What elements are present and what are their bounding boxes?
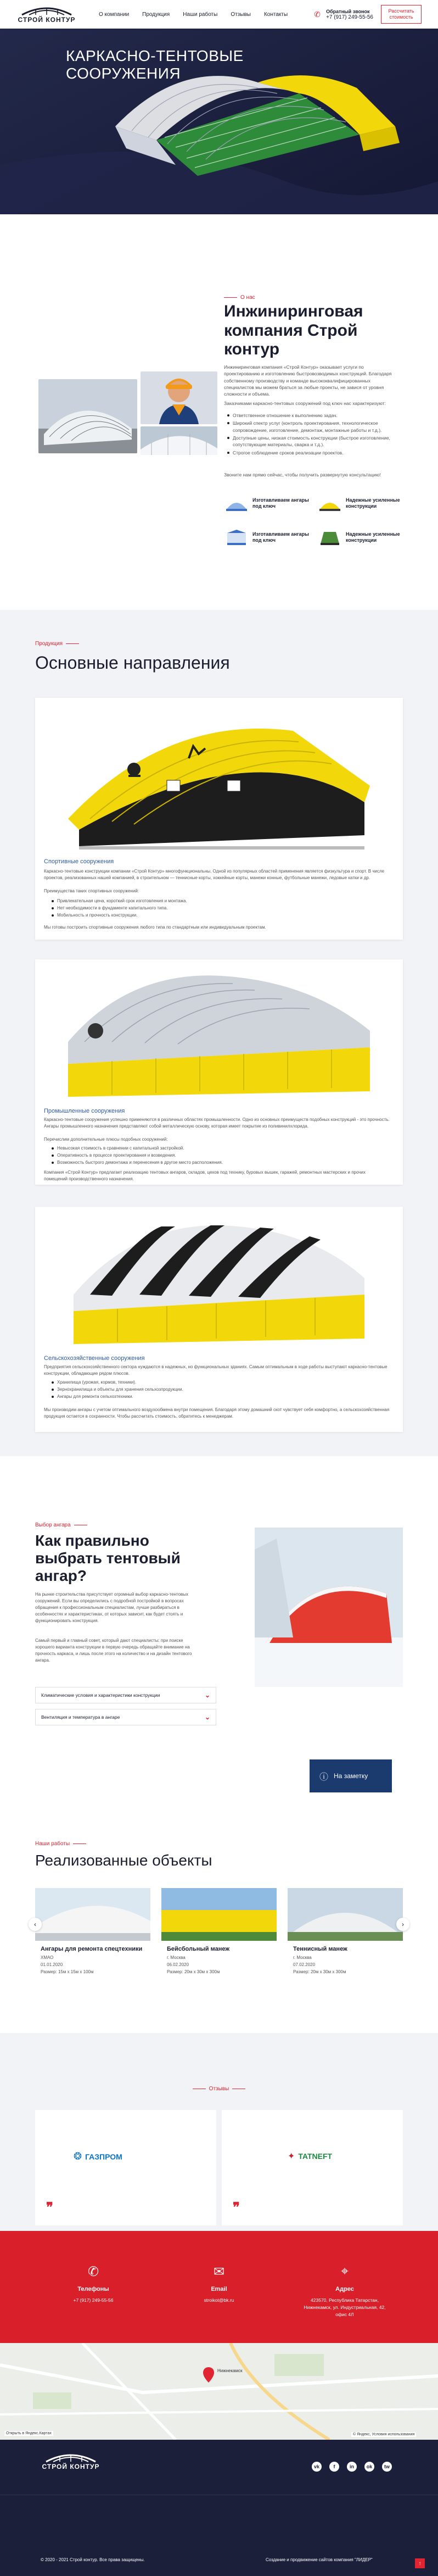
logo-text: СТРОЙ КОНТУР — [42, 2463, 100, 2470]
contacts-section — [0, 2231, 438, 2343]
project-date: 06.02.2020 — [167, 1962, 189, 1967]
list-item: Невысокая стоимость в сравнении с капитальной застройкой. — [52, 1145, 386, 1152]
nav-works[interactable]: Наши работы — [183, 11, 218, 18]
about-list — [227, 412, 392, 457]
contact-value[interactable]: +7 (917) 249-55-56 — [73, 2297, 114, 2303]
hero-title-line2: СООРУЖЕНИЯ — [66, 65, 181, 82]
choose-paragraph-1: На рынке строительства присутствует огромный выбор каркасно-тентовых сооружений. Если вы определились с подробной постройкой в вопросах обращения к профессиональным специалистам, лучше разбираться в особенностях и характеристиках, от которых зависит, как будет стоять и функционировать конструкция. — [35, 1592, 189, 1623]
nav-contacts[interactable]: Контакты — [263, 11, 288, 18]
main-nav — [99, 12, 288, 18]
choose-paragraph-2: Самый первый и главный совет, который дают специалисты: при поиске хорошего варианта конструкции в первую очередь обращайте внимание на прочность каркаса, и лишь после этого на количество и на дизайн тентового ангара. — [35, 1638, 192, 1663]
facebook-icon[interactable]: f — [329, 2462, 339, 2472]
feature-turnkey — [225, 495, 313, 512]
sport-hangar-image — [57, 709, 381, 852]
warehouse-image — [141, 426, 217, 455]
accordion-ventilation[interactable] — [35, 1709, 216, 1725]
map-canvas[interactable] — [0, 2343, 438, 2440]
map-section[interactable] — [0, 2343, 438, 2440]
about-label — [224, 295, 255, 301]
card-paragraph: Мы готовы построить спортивные сооружения любого типа по стандартным или индивидуальным проектам. — [44, 925, 266, 930]
directions-label-text: Продукция — [35, 641, 63, 647]
list-item: Широкий спектр услуг (контроль проектирования, технологическое сопровождение, изготовление, демонтаж, монтажные работы и т.д.). — [227, 420, 392, 434]
industrial-hangar-image — [57, 970, 381, 1102]
hero-illustration — [0, 0, 438, 214]
about-paragraph-2: Заказчиками каркасно-тентовых сооружений под ключ нас характеризуют: — [224, 401, 386, 406]
directions-section — [0, 610, 438, 1456]
info-icon: ⓘ — [319, 1772, 329, 1782]
contact-title: Телефоны — [77, 2286, 109, 2292]
about-photo-engineer — [141, 371, 217, 424]
nav-products[interactable]: Продукция — [142, 11, 170, 18]
direction-card-agri — [35, 1207, 403, 1432]
accordion-label: Климатические условия и характеристики конструкции — [41, 1692, 160, 1698]
accordion-label: Вентиляция и температура в ангаре — [41, 1714, 120, 1720]
footer-copyright: © 2020 - 2021 Строй контур. Все права защищены. — [41, 2557, 145, 2562]
header-phone[interactable]: +7 (917) 249-55-56 — [326, 14, 373, 20]
contact-title: Адрес — [335, 2286, 354, 2292]
open-yandex-maps-link[interactable]: Открыть в Яндекс.Картах — [4, 2431, 53, 2436]
list-item: Хранилища (урожая, кормов, техники). — [52, 1379, 386, 1386]
project-size: Размер: 20м х 30м х 300м — [293, 1969, 346, 1974]
project-size: Размер: 20м х 30м х 300м — [167, 1969, 220, 1974]
list-item: Строгое соблюдение сроков реализации проектов. — [227, 449, 392, 456]
quote-icon: ❞ — [46, 2200, 53, 2215]
hero-title — [66, 47, 244, 82]
project-city: ХМАО — [41, 1955, 54, 1960]
project-date: 01.01.2020 — [41, 1962, 63, 1967]
feature-reinforced — [318, 495, 406, 512]
accordion-climate[interactable] — [35, 1687, 216, 1703]
map-copyright[interactable]: © Яндекс, Условия использования — [351, 2432, 416, 2437]
nav-reviews[interactable]: Отзывы — [231, 11, 251, 18]
chevron-left-icon: ‹ — [34, 1920, 36, 1928]
feature-reinforced-2 — [318, 529, 406, 546]
card-paragraph: Компания «Строй Контур» предлагает реализацию тентовых ангаров, складов, цехов под технику, буровых вышек, гаражей, ремонтных мастерских и прочих помещений производственного назначения. — [44, 1170, 366, 1181]
callback-block[interactable] — [314, 9, 373, 20]
hangar-blue-icon — [225, 495, 248, 512]
feature-label: Надежные усиленные конструкции — [346, 497, 400, 509]
contact-phone — [27, 2264, 159, 2304]
contact-value: 423570, Республика Татарстан, Нижнекамск, ул. Индустриальная, 42, офис 4Л — [304, 2297, 386, 2317]
project-image — [161, 1888, 277, 1941]
directions-title: Основные направления — [35, 653, 230, 673]
footer-logo[interactable] — [41, 2452, 101, 2470]
review-logo-tatneft — [288, 2151, 332, 2162]
reviews-section — [0, 2033, 438, 2231]
logo-arc-icon — [19, 5, 74, 16]
chevron-right-icon: › — [402, 1920, 404, 1928]
list-item: Ангары для ремонта сельхозтехники. — [52, 1394, 386, 1401]
about-photo-hangar-frame — [38, 379, 137, 453]
arrow-up-icon: ↑ — [418, 2560, 422, 2567]
carousel-prev-button[interactable] — [29, 1918, 42, 1931]
hero-section — [0, 0, 438, 214]
site-header — [0, 0, 438, 29]
flame-icon: ❂ — [74, 2151, 82, 2162]
about-photo-warehouse — [141, 426, 217, 455]
about-title: Инжиниринговая компания Строй контур — [224, 302, 363, 358]
list-item: Доступные цены, низкая стоимость конструкции (быстрое изготовление, сопутствующие материалы, сварка и т.д.). — [227, 435, 392, 448]
engineer-image — [141, 371, 217, 424]
contact-title: Email — [211, 2286, 227, 2292]
contact-value[interactable]: stroikot@bk.ru — [204, 2297, 234, 2303]
location-pin-icon: ⌖ — [341, 2264, 349, 2279]
agri-hangar-image — [57, 1218, 381, 1350]
review-card[interactable] — [35, 2110, 216, 2225]
logo[interactable] — [16, 5, 77, 24]
review-company: TATNEFT — [298, 2152, 333, 2161]
card-title: Спортивные сооружения — [44, 858, 114, 865]
card-title: Промышленные сооружения — [44, 1108, 125, 1114]
list-item: Оперативность в процессе проектирования и возведения. — [52, 1152, 386, 1159]
odnoklassniki-icon[interactable]: ok — [364, 2462, 374, 2472]
about-paragraph-1: Инжиниринговая компания «Строй Контур» оказывает услуги по проектированию и изготовлению быстровозводимых конструкций. Благодаря собственному производству и команде высококвалифицированных специалистов мы можем браться за любые проекты, не завися от уровня сложности и объема. — [224, 364, 392, 397]
hangar-yellow-icon — [318, 495, 341, 512]
twitter-icon[interactable]: tw — [382, 2462, 392, 2472]
vk-icon[interactable]: vk — [312, 2462, 322, 2472]
feature-label: Надежные усиленные конструкции — [346, 531, 400, 543]
review-company: ГАЗПРОМ — [85, 2152, 122, 2161]
list-item: Возможность быстрого демонтажа и перенесения в другое место расположения. — [52, 1159, 386, 1167]
chevron-down-icon: ⌄ — [204, 1691, 210, 1699]
projects-title: Реализованные объекты — [35, 1852, 212, 1869]
project-card[interactable] — [161, 1888, 277, 1975]
project-image — [35, 1888, 150, 1941]
review-card[interactable] — [222, 2110, 403, 2225]
phone-icon: ✆ — [87, 2264, 99, 2279]
project-title: Ангары для ремонта спецтехники — [41, 1946, 143, 1952]
list-item: Нет необходимости в фундаменте капитального типа. — [52, 905, 386, 912]
phone-icon: ✆ — [314, 10, 321, 19]
card-paragraph: Каркасно-тентовые сооружения успешно применяются в различных областях промышленности. Одно из основных преимуществ подобных конструкций - это прочность. Ангары промышленного назначения представляют собой металлическую основу, которая имеет покрытие из поливинилхлорида. — [44, 1117, 390, 1129]
winter-hangar-image — [255, 1528, 403, 1687]
logo-text: СТРОЙ КОНТУР — [18, 16, 76, 24]
hangar-green-icon — [318, 529, 341, 546]
list-item: Мобильность и прочность конструкции. — [52, 912, 386, 919]
feature-label: Изготавливаем ангары под ключ — [252, 531, 309, 543]
list-item: Привлекательная цена, короткий срок изготовления и монтажа. — [52, 898, 386, 905]
phone-texts — [326, 9, 373, 20]
feature-label: Изготавливаем ангары под ключ — [252, 497, 309, 509]
project-title: Бейсбольный манеж — [167, 1946, 230, 1952]
footer-made-by[interactable]: Создание и продвижение сайтов компания "ЛИДЕР" — [266, 2557, 373, 2562]
project-city: г. Москва — [293, 1955, 312, 1960]
label-line — [224, 297, 237, 298]
project-date: 07.02.2020 — [293, 1962, 316, 1967]
hangar-frame-image — [38, 379, 137, 453]
star-icon: ✦ — [288, 2152, 295, 2161]
project-image — [288, 1888, 403, 1941]
project-card[interactable] — [288, 1888, 403, 1975]
list-item: Зернохранилища и объекты для хранения сельхозпродукции. — [52, 1386, 386, 1394]
card-paragraph: Каркасно-тентовые конструкции компании «Строй Контур» многофункциональны. Одной из популярных областей применения является физкультура и спорт. В числе проектов, реализованных нашей компанией, в строительном — теннисные корты, хоккейные корты, манежи конные, футбольные манежи, ледовые катки и др. — [44, 869, 385, 880]
callback-label: Обратный звонок — [326, 8, 370, 14]
reviews-label — [0, 2086, 438, 2092]
about-label-text: О нас — [240, 295, 255, 301]
quote-icon: ❞ — [233, 2200, 240, 2215]
card-list — [52, 1379, 386, 1400]
card-list — [52, 1145, 386, 1166]
direction-card-sport — [35, 698, 403, 940]
projects-label-text: Наши работы — [35, 1841, 70, 1847]
card-paragraph: Преимущества таких спортивных сооружений: — [44, 889, 139, 893]
card-paragraph: Предприятия сельскохозяйственного сектора нуждаются в надежных, но функциональных зданиях. Самым оптимальным в ходе работы выступают каркасно-тентовые конструкции, обладающие рядом плюсов. — [44, 1364, 388, 1376]
projects-section — [0, 1819, 438, 1974]
list-item: Ответственное отношение к выполнению задач. — [227, 412, 392, 419]
instagram-icon[interactable]: in — [347, 2462, 357, 2472]
about-section — [0, 214, 438, 610]
contact-address — [279, 2264, 411, 2318]
project-title: Теннисный манеж — [293, 1946, 347, 1952]
card-list — [52, 898, 386, 919]
directions-label — [35, 641, 79, 647]
reviews-label-text: Отзывы — [209, 2086, 229, 2092]
choose-title: Как правильно выбрать тентовый ангар? — [35, 1532, 181, 1585]
label-line — [66, 643, 79, 644]
chevron-down-icon: ⌄ — [204, 1713, 210, 1721]
map-city-label: Нижнекамск — [217, 2368, 243, 2373]
card-paragraph: Мы производим ангары с учетом оптимального воздухообмена внутри помещения. Благодаря этому домашний скот чувствует себя комфортно, а сельскохозяйственная продукция остается в сохранности. Чтобы рассчитать стоимость, обратитесь к менеджерам. — [44, 1407, 390, 1419]
note-button[interactable] — [310, 1759, 392, 1792]
nav-about[interactable]: О компании — [99, 11, 130, 18]
choose-label-text: Выбор ангара — [35, 1522, 71, 1528]
site-footer — [0, 2440, 438, 2576]
carousel-next-button[interactable] — [396, 1918, 409, 1931]
scroll-top-button[interactable] — [415, 2558, 425, 2568]
card-paragraph: Перечислим дополнительные плюсы подобных сооружений: — [44, 1137, 168, 1142]
choose-label — [35, 1522, 87, 1528]
project-card[interactable] — [35, 1888, 150, 1975]
hangar-blue-icon — [225, 529, 248, 546]
hero-title-line1: КАРКАСНО-ТЕНТОВЫЕ — [66, 47, 244, 64]
about-paragraph-3: Звоните нам прямо сейчас, чтобы получить развернутую консультацию! — [224, 472, 381, 478]
direction-card-industrial — [35, 959, 403, 1185]
logo-arc-icon — [43, 2452, 98, 2463]
projects-label — [35, 1841, 86, 1847]
header-right — [314, 5, 422, 24]
card-title: Сельскохозяйственные сооружения — [44, 1355, 145, 1362]
mail-icon: ✉ — [213, 2264, 225, 2279]
contact-email — [153, 2264, 285, 2304]
calculate-cost-button[interactable]: Рассчитать стоимость — [381, 5, 422, 24]
note-button-label: На заметку — [334, 1772, 368, 1780]
project-city: г. Москва — [167, 1955, 186, 1960]
feature-turnkey-2 — [225, 529, 313, 546]
project-size: Размер: 15м х 15м х 100м — [41, 1969, 94, 1974]
review-logo-gazprom — [74, 2151, 122, 2162]
